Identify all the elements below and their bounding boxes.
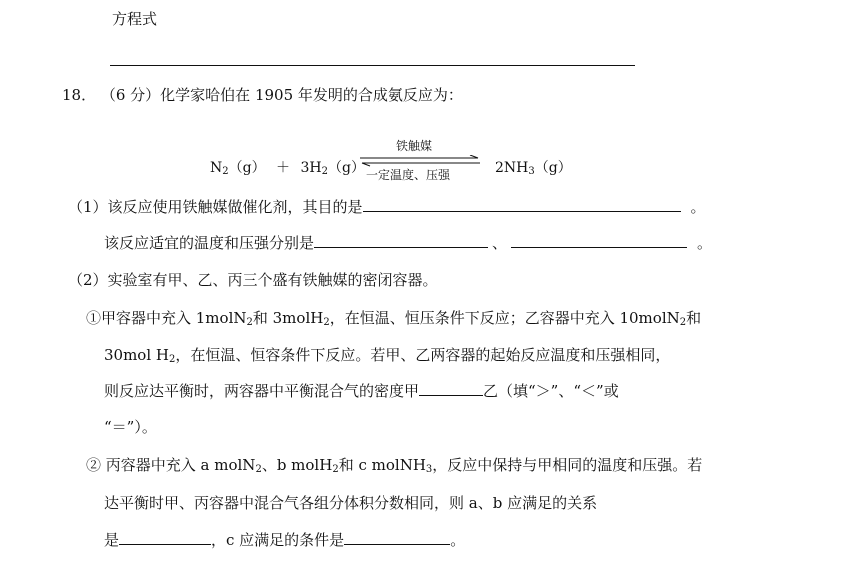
part2-item2-line3: 是 ，c 应满足的条件是 。	[104, 531, 466, 549]
part2-item1-line2: 30mol $H_2$，在恒温、恒容条件下反应。若甲、乙两容器的起始反应温度和压强相同，	[104, 346, 671, 365]
answer-line-equation[interactable]	[110, 65, 635, 66]
question-18-heading	[62, 85, 463, 105]
part2-item2-line1: ② 丙容器中充入 a molN$_2$、b molH$_2$和 c molNH$_3$，反应中保持与甲相同的温度和压强。若	[86, 456, 703, 475]
answer-blank-ab-relation[interactable]	[119, 530, 211, 545]
answer-blank-c-condition[interactable]	[344, 530, 450, 545]
part2-item2-line2: 达平衡时甲、丙容器中混合气各组分体积分数相同，则 a、b 应满足的关系	[104, 494, 598, 512]
question-title: （6 分）化学家哈伯在 1905 年发明的合成氨反应为：	[100, 86, 463, 104]
part2-item1-line1: ①甲容器中充入 1molN$_2$和 3molH$_2$，在恒温、恒压条件下反应；乙容器中充入 10molN$_2$和	[86, 309, 702, 328]
question-number: 18．	[62, 86, 97, 104]
part2-item1-line3: 则反应达平衡时，两容器中平衡混合气的密度甲 乙（填“＞”、“＜”或	[104, 382, 619, 400]
part2-item1-line4: “＝”）。	[104, 418, 157, 436]
answer-blank-pressure[interactable]	[511, 233, 687, 248]
answer-blank-purpose[interactable]	[363, 197, 681, 212]
condition-label: 一定温度、压强	[366, 168, 451, 182]
part2-intro: （2）实验室有甲、乙、丙三个盛有铁触媒的密闭容器。	[68, 271, 438, 289]
equation-right-side: $2NH_3(g)$	[495, 160, 572, 177]
catalyst-label: 铁触媒	[396, 139, 433, 153]
answer-blank-temperature[interactable]	[314, 233, 488, 248]
equation-label: 方程式	[112, 10, 158, 28]
answer-blank-density[interactable]	[419, 381, 483, 396]
part1-line2: 该反应适宜的温度和压强分别是 、 。	[104, 234, 713, 252]
equation-left-side: $N_2(g) + 3H_2(g)$	[210, 160, 365, 177]
part1-line1: （1）该反应使用铁触媒做催化剂，其目的是 。	[68, 198, 706, 216]
